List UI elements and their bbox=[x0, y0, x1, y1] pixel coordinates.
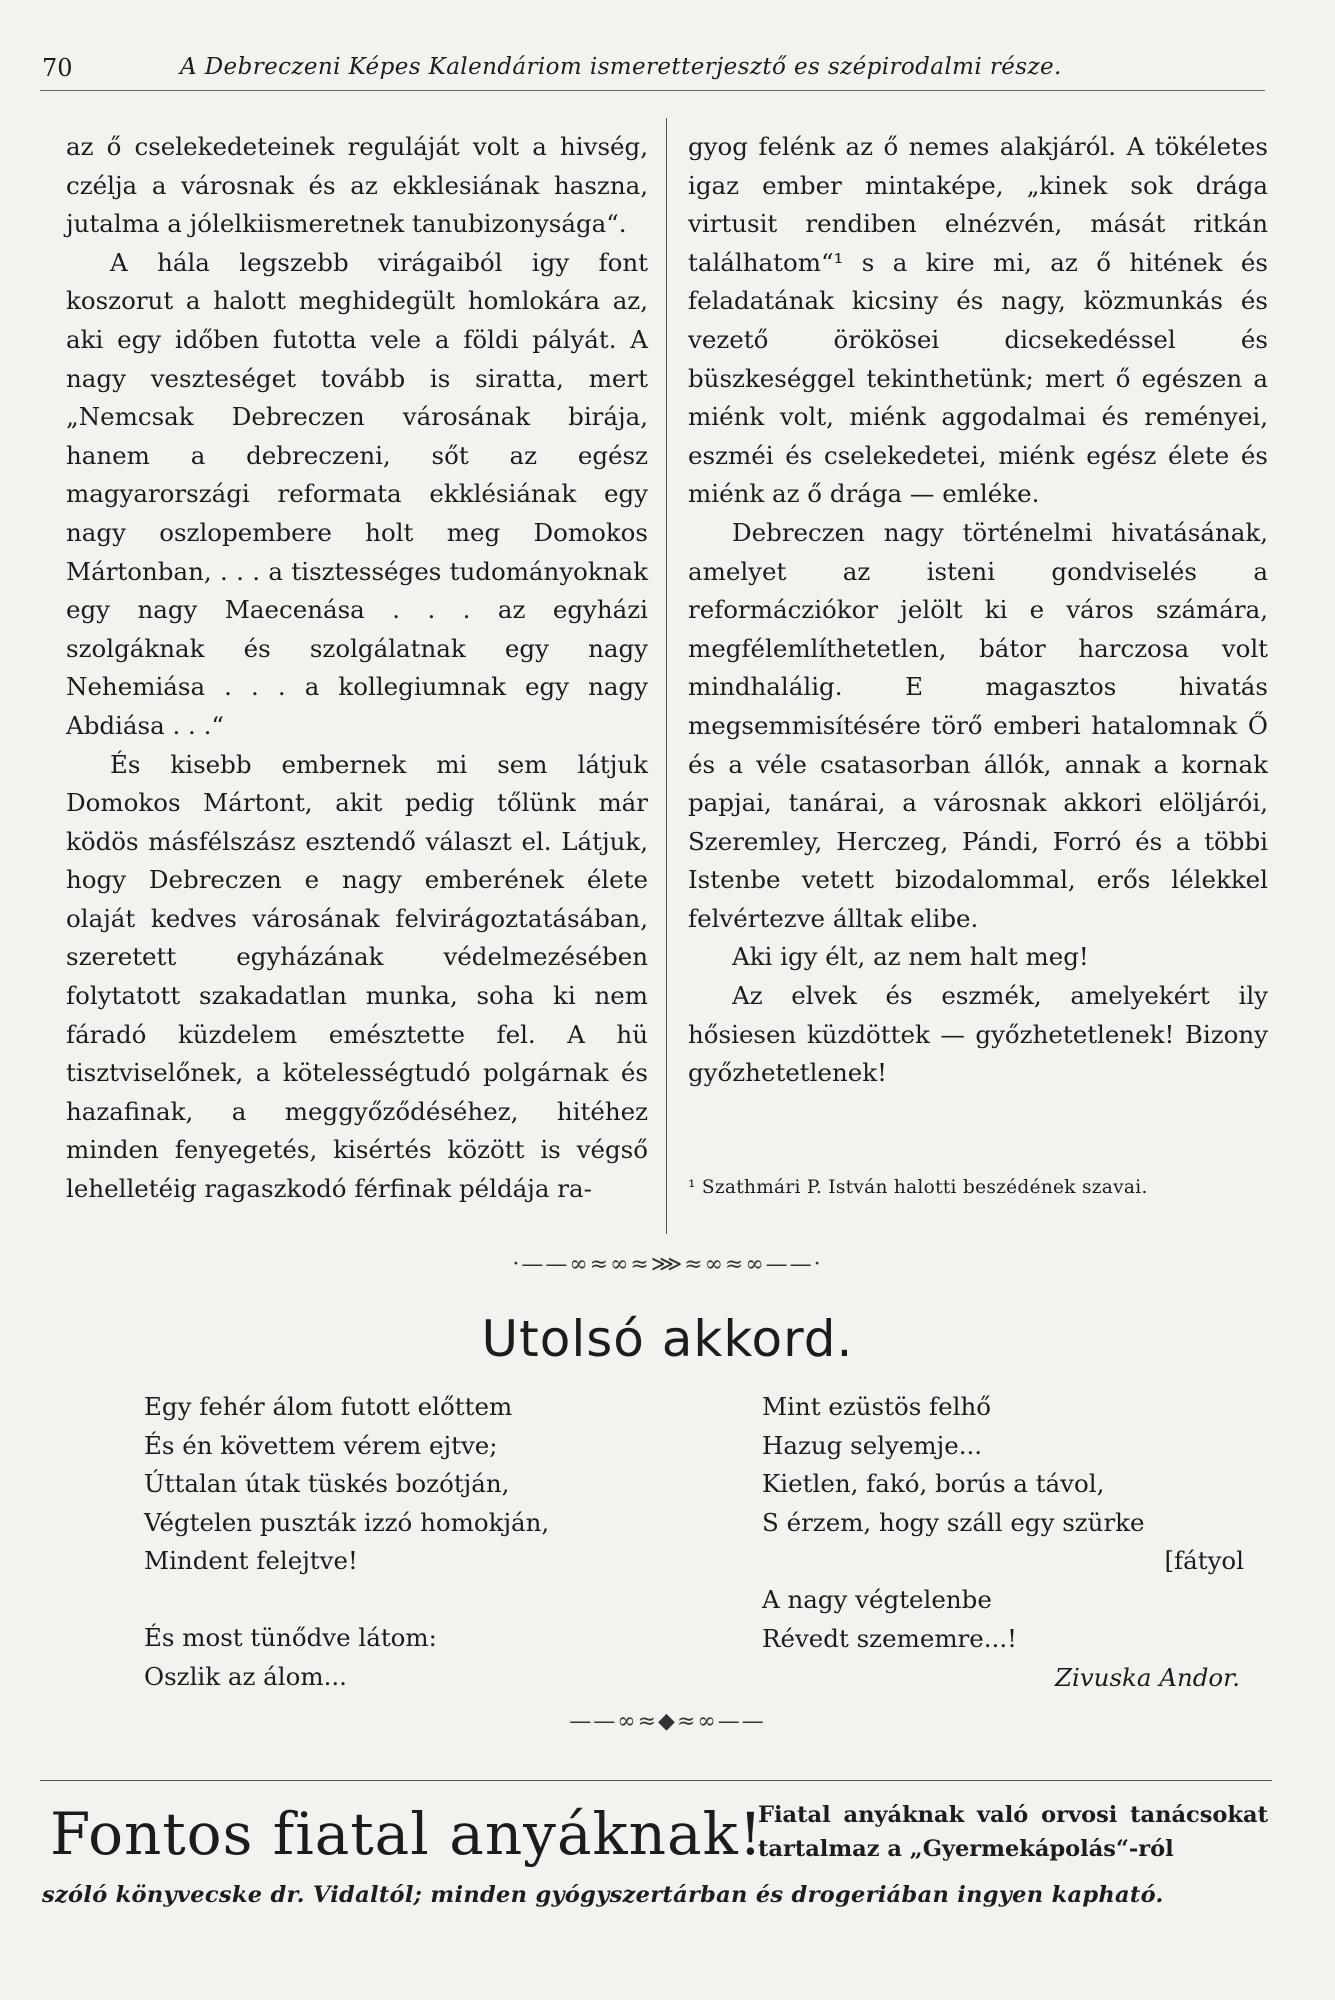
poem-author: Zivuska Andor. bbox=[1054, 1663, 1240, 1692]
ad-side-text: Fiatal anyáknak való orvosi tanácsokat tartalmaz a „Gyermekápolás“-ról bbox=[758, 1802, 1268, 1862]
paragraph: Debreczen nagy történelmi hivatásának, amelyet az isteni gondviselés a reformácziókor jelölt ki e város számára, megfélemlíthetetlen, bátor harczosa volt mindhalálig. E magasztos hivatás megsemmisítésére törő emberi hatalomnak Ő és a véle csatasorban állók, annak a kornak papjai, tanárai, a városnak akkori elöljárói, Szeremley, Herczeg, Pándi, Forró és a többi Istenbe vetett bizodalommal, erős lélekkel felvértezve álltak elibe. bbox=[688, 517, 1268, 933]
poem-line: A nagy végtelenbe bbox=[762, 1584, 992, 1614]
paragraph: Az elvek és eszmék, amelyekért ily hősiesen küzdöttek — győzhetetlenek! Bizony győzhetetlenek! bbox=[688, 981, 1268, 1088]
ornament-divider: ——∞≈◆≈∞—— bbox=[569, 1709, 766, 1734]
header-rule bbox=[40, 90, 1265, 91]
poem-line: Úttalan útak tüskés bozótján, bbox=[144, 1469, 510, 1499]
paragraph: Aki igy élt, az nem halt meg! bbox=[732, 942, 1089, 972]
paragraph: gyog felénk az ő nemes alakjáról. A tökéletes igaz ember mintaképe, „kinek sok drága virtusit rendiben elnézvén, mását ritkán találhatom“¹ s a kire mi, az ő hitének és feladatának kicsiny és nagy, közmunkás és vezető örökösei dicsekedéssel és büszkeséggel tekinthetünk; mert ő egészen a miénk volt, miénk aggodalmai és reményei, eszméi és cselekedetei, miénk egész élete és miénk az ő drága — emléke. bbox=[688, 132, 1268, 509]
poem-line: Egy fehér álom futott előttem bbox=[144, 1392, 513, 1421]
footnote: ¹ Szathmári P. István halotti beszédének szavai. bbox=[688, 1177, 1148, 1198]
poem-title: Utolsó akkord. bbox=[481, 1310, 854, 1368]
ad-headline: Fontos fiatal anyáknak! bbox=[50, 1800, 764, 1868]
ad-rule bbox=[40, 1780, 1272, 1781]
poem-line: Mindent felejtve! bbox=[144, 1546, 358, 1576]
paragraph: És kisebb embernek mi sem látjuk Domokos Mártont, akit pedig tőlünk már ködös másfélszász esztendő választ el. Látjuk, hogy Debreczen e nagy emberének élete olaját kedves városának felvirágoztatásában, szeretett egyházának védelmezésében folytatott szakadatlan munka, soha ki nem fáradó küzdelem emésztette fel. A hü tisztviselőnek, a kötelességtudó polgárnak és hazafinak, a meggyőződéséhez, hitéhez minden fenyegetés, kisértés között is végső lehelletéig ragaszkodó férfinak példája ra- bbox=[66, 749, 648, 1204]
paragraph: A hála legszebb virágaiból igy font koszorut a halott meghidegült homlokára az, aki egy időben futotta vele a földi pályát. A nagy veszteséget tovább is siratta, mert „Nemcsak Debreczen városának birája, hanem a debreczeni, sőt az egész magyarországi reformata ekklésiának egy nagy oszlopembere holt meg Domokos Mártonban, . . . a tisztességes tudományoknak egy nagy Maecenása . . . az egyházi szolgáknak és szolgálatnak egy nagy Nehemiása . . . a kollegiumnak egy nagy Abdiása . . .“ bbox=[66, 247, 648, 740]
poem-right-column bbox=[762, 1388, 1248, 1658]
left-column bbox=[66, 128, 648, 1209]
page-number: 70 bbox=[42, 54, 73, 82]
ornament-divider: ·——∞≈∞≈⋙≈∞≈∞——· bbox=[512, 1252, 823, 1277]
ad-bottom-text: szóló könyvecske dr. Vidaltól; minden gyógyszertárban és drogeriában ingyen kapható. bbox=[42, 1882, 1164, 1908]
poem-line: Hazug selyemje... bbox=[762, 1430, 983, 1460]
poem-line: Végtelen puszták izzó homokján, bbox=[144, 1507, 550, 1537]
poem-line: S érzem, hogy száll egy szürke bbox=[762, 1507, 1145, 1537]
poem-left-column bbox=[144, 1388, 664, 1696]
poem-line: És én követtem vérem ejtve; bbox=[144, 1430, 498, 1460]
column-divider bbox=[666, 118, 667, 1234]
poem-line: Révedt szememre...! bbox=[762, 1623, 1017, 1653]
running-title: A Debreczeni Képes Kalendáriom ismeretterjesztő es szépirodalmi része. bbox=[180, 54, 1062, 80]
poem-line: És most tünődve látom: bbox=[144, 1622, 437, 1652]
poem-line: Kietlen, fakó, borús a távol, bbox=[762, 1469, 1105, 1499]
poem-line: Oszlik az álom... bbox=[144, 1661, 347, 1691]
poem-line-continuation: [fátyol bbox=[1164, 1546, 1244, 1576]
paragraph: az ő cselekedeteinek reguláját volt a hivség, czélja a városnak és az ekklesiának haszna, jutalma a jólelkiismeretnek tanubizonysága“. bbox=[66, 132, 648, 239]
right-column bbox=[688, 128, 1268, 1093]
poem-line: Mint ezüstös felhő bbox=[762, 1392, 991, 1421]
stanza-gap bbox=[144, 1581, 664, 1619]
